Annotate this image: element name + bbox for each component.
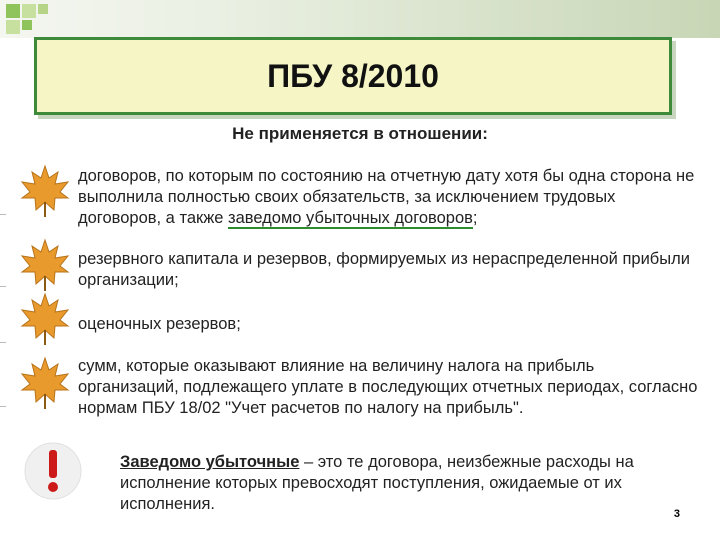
definition-text: – это те договора, неизбежные расходы на исполнение которых превосходят поступления, ожидаемые от их исполнения.: [120, 453, 634, 513]
divider: [0, 406, 6, 407]
page-title: ПБУ 8/2010: [267, 57, 439, 94]
page-number: 3: [673, 508, 680, 520]
maple-leaf-icon: [18, 164, 72, 218]
divider: [0, 286, 6, 287]
header-band: [0, 0, 720, 38]
maple-leaf-icon: [18, 356, 72, 410]
definition-note: [120, 452, 690, 515]
underlined-phrase: заведомо убыточных договоров: [228, 209, 473, 227]
item-text: сумм, которые оказывают влияние на величину налога на прибыль организаций, подлежащего уплате в последующих отчетных периодах, согласно нормам ПБУ 18/02 "Учет расчетов по налогу на прибыль".: [78, 357, 698, 417]
item-text: договоров, по которым по состоянию на отчетную дату хотя бы одна сторона не выполнила полностью своих обязательств, за исключением трудовых договоров, а также: [78, 167, 695, 227]
defined-term: Заведомо убыточные: [120, 453, 300, 471]
item-text: резервного капитала и резервов, формируемых из нераспределенной прибыли организации;: [78, 250, 690, 289]
item-text: оценочных резервов;: [78, 315, 241, 333]
list-item: [78, 166, 698, 229]
maple-leaf-icon: [18, 292, 72, 346]
list-item: [78, 249, 698, 291]
maple-leaf-icon: [18, 238, 72, 292]
divider: [0, 214, 6, 215]
subtitle: Не применяется в отношении:: [232, 124, 488, 143]
divider: [0, 342, 6, 343]
exclamation-icon: [22, 440, 84, 502]
list-item: [78, 356, 698, 419]
item-text-end: ;: [472, 209, 478, 227]
corner-decoration: [0, 0, 60, 40]
list-item: [78, 314, 698, 335]
title-box: [34, 37, 672, 115]
